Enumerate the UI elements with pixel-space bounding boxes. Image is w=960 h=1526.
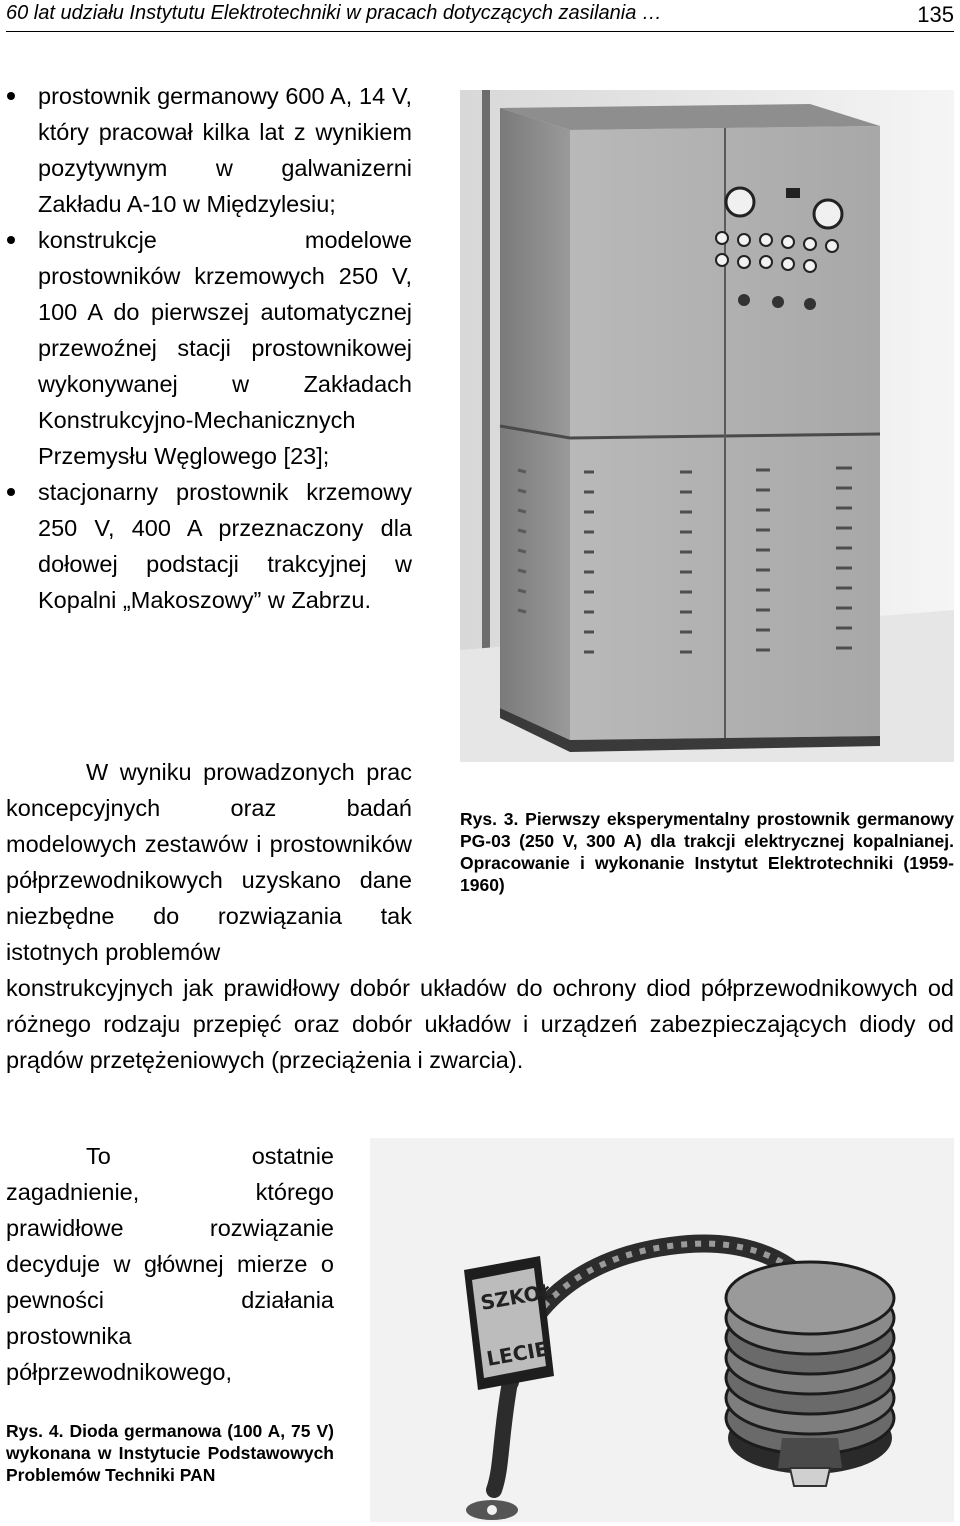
figure-3-photo [460, 90, 954, 762]
page-number: 135 [917, 2, 954, 27]
germanium-diode-image [370, 1138, 954, 1522]
bullet-item: stacjonarny prostownik krzemowy 250 V, 400 A przeznaczony dla dołowej podstacji trakcyjnej w Kopalni „Makoszowy” w Zabrzu. [6, 474, 412, 618]
figure-4-caption: Rys. 4. Dioda germanowa (100 A, 75 V) wykonana w Instytucie Podstawowych Problemów Techniki PAN [6, 1421, 334, 1485]
rectifier-cabinet-image [460, 90, 954, 762]
paragraph-2 [6, 1138, 334, 1390]
paragraph-1 [6, 754, 412, 970]
paragraph-2-text: To ostatnie zagadnienie, którego prawidłowe rozwiązanie decyduje w głównej mierze o pewności działania prostownika półprzewodnikowego, [6, 1143, 334, 1385]
matchbox-label-bottom: LECIE [484, 1336, 551, 1371]
bullet-list [6, 78, 412, 618]
matchbox-label-top: SZKOŁ [478, 1278, 556, 1315]
bullet-item: konstrukcje modelowe prostowników krzemowych 250 V, 100 A do pierwszej automatycznej przewoźnej stacji prostownikowej wykonywanej w Zakładach Konstrukcyjno-Mechanicznych Przemysłu Węglowego [23]; [6, 222, 412, 474]
paragraph-1-continuation: konstrukcyjnych jak prawidłowy dobór układów do ochrony diod półprzewodnikowych od różnego rodzaju przepięć oraz dobór układów i urządzeń zabezpieczających diody od prądów przetężeniowych (przeciążenia i zwarcia). [6, 975, 954, 1073]
running-title: 60 lat udziału Instytutu Elektrotechniki w pracach dotyczących zasilania … [6, 2, 662, 24]
paragraph-1-text: W wyniku prowadzonych prac koncepcyjnych oraz badań modelowych zestawów i prostowników półprzewodnikowych uzyskano dane niezbędne do rozwiązania tak istotnych problemów [6, 759, 412, 965]
bullet-item: prostownik germanowy 600 A, 14 V, który pracował kilka lat z wynikiem pozytywnym w galwanizerni Zakładu A-10 w Międzylesiu; [6, 78, 412, 222]
figure-4-photo [370, 1138, 954, 1522]
running-header [6, 0, 954, 32]
figure-3-caption: Rys. 3. Pierwszy eksperymentalny prostownik germanowy PG-03 (250 V, 300 A) dla trakcji elektrycznej kopalnianej. Opracowanie i wykonanie Instytut Elektrotechniki (1959-1960) [460, 809, 954, 895]
